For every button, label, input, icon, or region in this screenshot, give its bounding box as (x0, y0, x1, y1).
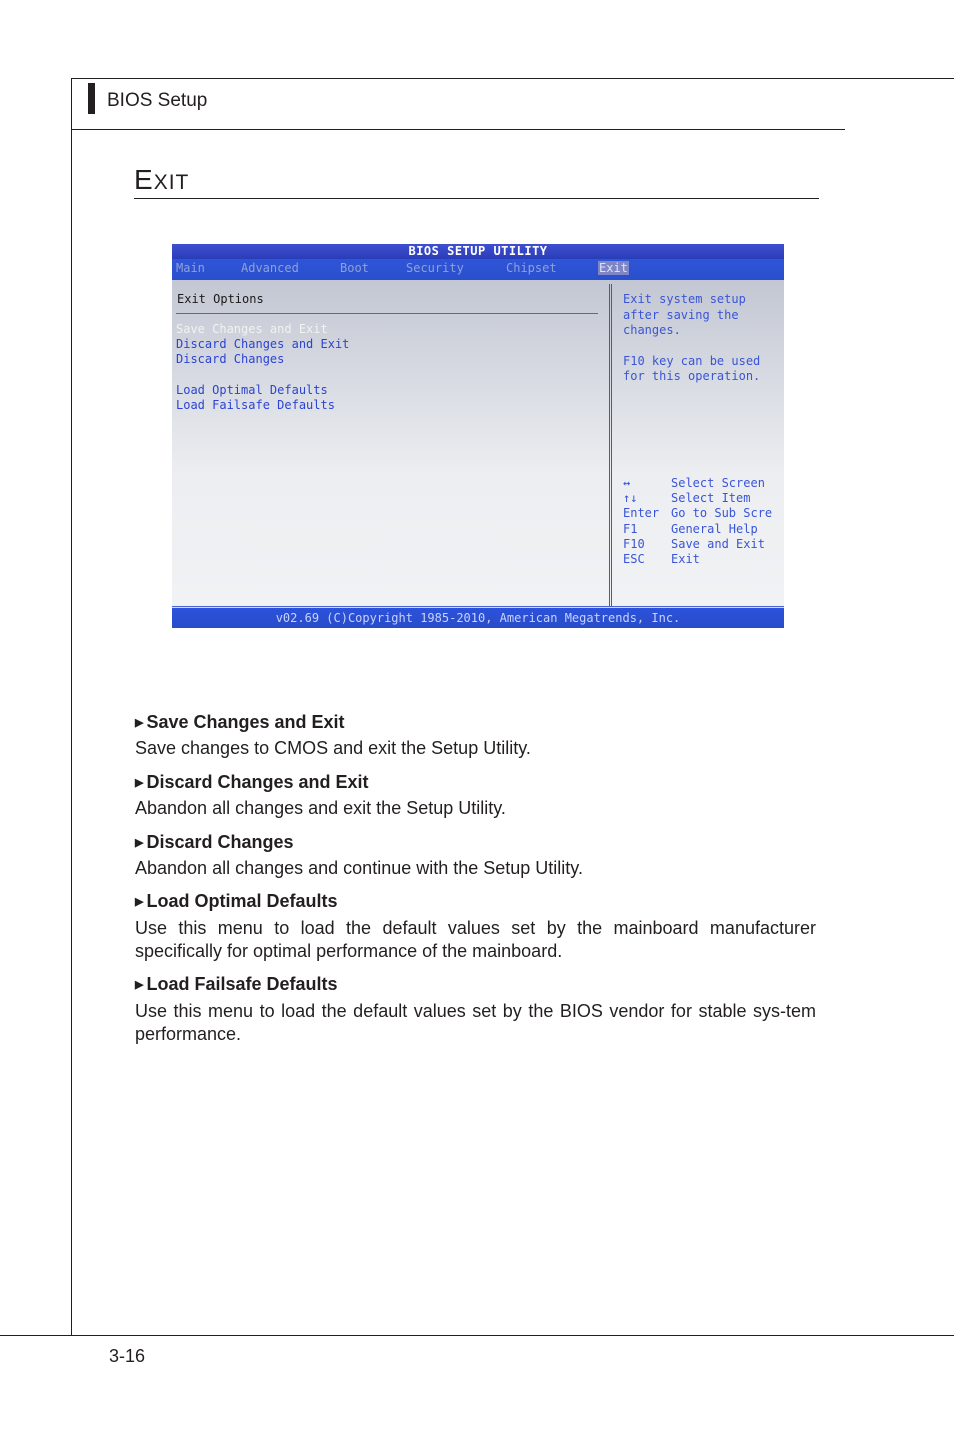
bios-key: ESC (623, 552, 645, 566)
desc-heading-text: Save Changes and Exit (146, 712, 345, 732)
bios-item-discard-changes-exit: Discard Changes and Exit (176, 337, 350, 351)
bios-key: ↔ (623, 476, 631, 490)
header-marker (88, 83, 95, 114)
desc-body-load-optimal: Use this menu to load the default values set by the mainboard manufacturer specifically for optimal performance of the mainboard. (135, 918, 816, 961)
desc-heading-text: Discard Changes and Exit (146, 772, 369, 792)
bios-menu-bar (172, 259, 784, 280)
bios-title-bar: BIOS SETUP UTILITY (172, 244, 784, 259)
bios-key-desc: Go to Sub Scre (671, 506, 773, 520)
desc-heading-text: Load Failsafe Defaults (146, 974, 338, 994)
bios-panel-divider (609, 284, 610, 606)
bios-tab-exit: Exit (599, 261, 628, 275)
bios-tab-advanced: Advanced (241, 261, 299, 275)
desc-heading-discard-changes-exit (135, 772, 369, 793)
bios-key: Enter (623, 506, 660, 520)
page-title-rest: XIT (153, 171, 190, 194)
triangle-bullet-icon: ▶ (135, 837, 144, 849)
bios-key-desc: Exit (671, 552, 700, 566)
bios-item-load-optimal: Load Optimal Defaults (176, 383, 328, 397)
desc-body-discard-changes: Abandon all changes and continue with the Setup Utility. (135, 858, 583, 878)
running-header: BIOS Setup (107, 90, 208, 111)
bios-options-rule (176, 313, 598, 314)
bios-key-desc: Select Screen (671, 476, 765, 490)
triangle-bullet-icon: ▶ (135, 717, 144, 729)
bios-tab-boot: Boot (340, 261, 369, 275)
header-bottom-rule (71, 129, 845, 130)
bios-key-desc: Save and Exit (671, 537, 765, 551)
page-title-initial: E (134, 164, 154, 195)
desc-heading-text: Discard Changes (146, 832, 294, 852)
bios-key: F10 (623, 537, 645, 551)
desc-heading-discard-changes (135, 832, 294, 853)
bios-help-line: F10 key can be used (623, 354, 761, 368)
bios-key-desc: Select Item (671, 491, 751, 505)
page-title (134, 164, 189, 196)
bios-help-line: changes. (623, 323, 681, 337)
bios-key: ↑↓ (623, 491, 638, 505)
bios-copyright-bar: v02.69 (C)Copyright 1985-2010, American Megatrends, Inc. (172, 608, 784, 628)
bios-tab-chipset: Chipset (506, 261, 557, 275)
bios-key-desc: General Help (671, 522, 758, 536)
bios-tab-security: Security (406, 261, 464, 275)
desc-heading-load-optimal (135, 891, 338, 912)
desc-body-save-changes-exit: Save changes to CMOS and exit the Setup Utility. (135, 738, 531, 758)
desc-body-discard-changes-exit: Abandon all changes and exit the Setup Utility. (135, 798, 506, 818)
header-top-rule (71, 78, 954, 79)
triangle-bullet-icon: ▶ (135, 896, 144, 908)
desc-heading-save-changes-exit (135, 712, 345, 733)
page-number: 3-16 (109, 1346, 146, 1366)
triangle-bullet-icon: ▶ (135, 979, 144, 991)
triangle-bullet-icon: ▶ (135, 777, 144, 789)
bios-key: F1 (623, 522, 638, 536)
desc-heading-text: Load Optimal Defaults (146, 891, 338, 911)
bios-item-discard-changes: Discard Changes (176, 352, 285, 366)
bios-item-save-changes-exit: Save Changes and Exit (176, 322, 328, 336)
bios-options-title: Exit Options (177, 292, 264, 306)
desc-body-load-failsafe: Use this menu to load the default values set by the BIOS vendor for stable sys-tem performance. (135, 1001, 816, 1044)
bios-screenshot (172, 244, 784, 628)
desc-heading-load-failsafe (135, 974, 338, 995)
bios-panel-divider-inner (611, 284, 612, 606)
bios-help-line: Exit system setup (623, 292, 746, 306)
bios-tab-main: Main (176, 261, 205, 275)
footer-rule (0, 1335, 954, 1336)
title-rule (134, 198, 819, 199)
bios-item-load-failsafe: Load Failsafe Defaults (176, 398, 335, 412)
bios-help-line: after saving the (623, 308, 739, 322)
bios-help-line: for this operation. (623, 369, 761, 383)
bios-bottom-rule (172, 606, 784, 607)
page-left-rule (71, 78, 72, 1335)
